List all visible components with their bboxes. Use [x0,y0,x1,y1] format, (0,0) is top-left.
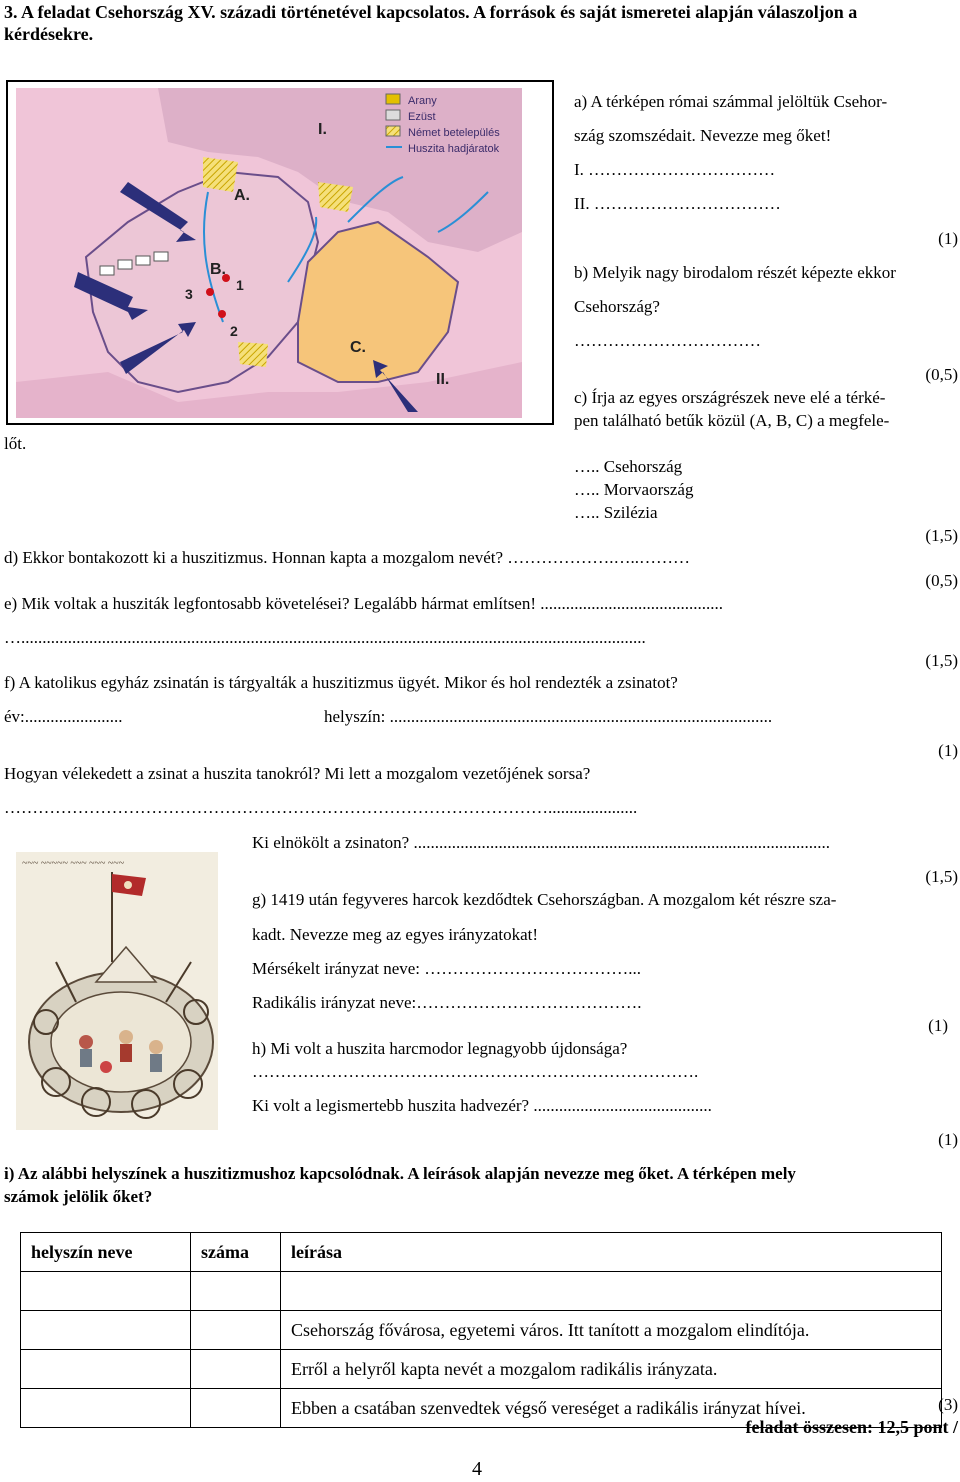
hussite-wagon-illustration [16,852,218,1130]
cell-name[interactable] [21,1389,191,1428]
page-number: 4 [472,1458,482,1480]
qf-year-field[interactable]: év:....................... [4,707,123,726]
qf-question2: Hogyan vélekedett a zsinat a huszita tanokról? Mi lett a mozgalom vezetőjének sorsa? [4,764,591,783]
qg-points: (1) [928,1016,948,1035]
qb-points: (0,5) [925,365,958,384]
cell-name[interactable] [21,1272,191,1311]
legend-campaign: Huszita hadjáratok [408,143,500,155]
qg-line2: kadt. Nevezze meg az egyes irányzatokat! [252,925,539,944]
label-2: 2 [230,323,238,339]
qc-line1: c) Írja az egyes országrészek neve elé a térké- [574,388,886,407]
qf-answer-line[interactable]: ……………………………………………………………………………………..................... [4,798,638,817]
historical-map [8,82,554,425]
cell-name[interactable] [21,1350,191,1389]
legend-german-swatch [386,126,400,136]
legend-gold-swatch [386,94,400,104]
cell-description: Erről a helyről kapta nevét a mozgalom radikális irányzata. [281,1350,942,1389]
table-row [21,1311,942,1350]
qf-points: (1) [938,741,958,760]
qd-points: (0,5) [925,571,958,590]
col-header-number: száma [191,1233,281,1272]
qe-text: e) Mik voltak a husziták legfontosabb követelései? Legalább hármat említsen! ........................................... [4,594,724,613]
qc-points: (1,5) [925,526,958,545]
qa-answer-II[interactable]: II. …………………………… [574,194,781,213]
label-II: II. [436,371,450,388]
qc-option-csehorszag[interactable]: ….. Csehország [574,457,683,476]
qf-points2: (1,5) [925,867,958,886]
label-3: 3 [185,286,193,302]
cell-number[interactable] [191,1272,281,1311]
qe-points: (1,5) [925,651,958,670]
col-header-name: helyszín neve [21,1233,191,1272]
qh-points: (1) [938,1130,958,1149]
qc-option-szilezia[interactable]: ….. Szilézia [574,503,658,522]
city-2-dot [218,310,226,318]
qb-line1: b) Melyik nagy birodalom részét képezte ekkor [574,263,896,282]
label-C: C. [350,339,366,356]
qf-text: f) A katolikus egyház zsinatán is tárgyalták a huszitizmus ügyét. Mikor és hol rendezték a zsinatot? [4,673,678,692]
qf-place-field[interactable]: helyszín: .......................................................................................... [324,707,773,726]
col-header-description: leírása [281,1233,942,1272]
qc-line2: pen található betűk közül (A, B, C) a megfele- [574,411,890,430]
qg-moderate-field[interactable]: Mérsékelt irányzat neve: ………………………………... [252,959,642,978]
qc-option-morvaorszag[interactable]: ….. Morvaország [574,480,694,499]
table-row [21,1272,942,1311]
locations-table [20,1232,942,1428]
qg-radical-field[interactable]: Radikális irányzat neve:…………………………………. [252,993,642,1012]
label-A: A. [234,187,250,204]
qe-answer-line[interactable]: …................................................................................................................................................... [4,628,646,647]
svg-text:~~~ ~~~~~ ~~~ ~~~ ~~~: ~~~ ~~~~~ ~~~ ~~~ ~~~ [22,858,124,869]
qb-answer[interactable]: …………………………… [574,331,761,350]
task-title-line1: 3. A feladat Csehország XV. századi történetével kapcsolatos. A források és saját ismeretei alapján válaszoljon a [4,2,858,22]
qa-answer-I[interactable]: I. …………………………… [574,160,776,179]
cell-number[interactable] [191,1350,281,1389]
qa-line1: a) A térképen római számmal jelöltük Csehor- [574,92,888,111]
label-I: I. [318,121,327,138]
silver-mark [118,260,132,269]
table-row [21,1350,942,1389]
cell-name[interactable] [21,1311,191,1350]
qh-answer-line[interactable]: ……………………………………………………………………. [252,1062,699,1081]
task-title-line2: kérdésekre. [4,24,94,44]
qh-question2: Ki volt a legismertebb huszita hadvezér? .......................................... [252,1096,712,1115]
qa-points: (1) [938,229,958,248]
qi-line2: számok jelölik őket? [4,1187,153,1206]
task-total: feladat összesen: 12,5 pont / [745,1417,958,1437]
cell-description: Csehország fővárosa, egyetemi város. Itt tanított a mozgalom elindítója. [281,1311,942,1350]
cell-description: Ebben a csatában szenvedtek végső vereséget a radikális irányzat hívei. [281,1389,942,1428]
map-frame [6,80,554,425]
qa-line2: szág szomszédait. Nevezze meg őket! [574,126,832,145]
table-points: (3) [938,1395,958,1414]
qb-line2: Csehország? [574,297,660,316]
cell-number[interactable] [191,1389,281,1428]
cell-number[interactable] [191,1311,281,1350]
label-B: B. [210,261,226,278]
city-3-dot [206,288,214,296]
qg-line1: g) 1419 után fegyveres harcok kezdődtek Csehországban. A mozgalom két részre sza- [252,890,837,909]
qh-line1: h) Mi volt a huszita harcmodor legnagyobb újdonsága? [252,1039,628,1058]
legend-silver: Ezüst [408,111,436,123]
legend-german: Német betelepülés [408,127,500,139]
qd-text: d) Ekkor bontakozott ki a huszitizmus. Honnan kapta a mozgalom nevét? ……………….…..……… [4,548,691,567]
label-1: 1 [236,277,244,293]
qc-line3: lőt. [4,434,27,453]
qi-line1: i) Az alábbi helyszínek a huszitizmushoz kapcsolódnak. A leírások alapján nevezze meg őket. A térképen mely [4,1164,796,1183]
legend-gold: Arany [408,95,437,107]
qf-question3: Ki elnökölt a zsinaton? .................................................................................................. [252,833,830,852]
table-header-row [21,1233,942,1272]
cell-description [281,1272,942,1311]
legend-silver-swatch [386,110,400,120]
